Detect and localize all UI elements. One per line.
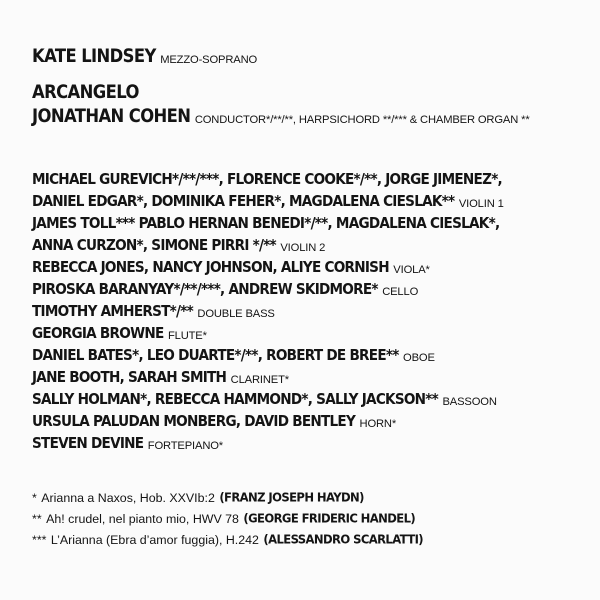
footnote-work: Ah! crudel, nel pianto mio, HWV 78 (46, 512, 239, 526)
soloist-line (32, 46, 588, 70)
credits-header (32, 46, 588, 130)
roster-names: REBECCA JONES, NANCY JOHNSON, ALIYE CORNISH (32, 258, 389, 277)
footnote-composer: (FRANZ JOSEPH HAYDN) (219, 489, 364, 505)
roster-role: FLUTE* (167, 330, 207, 342)
musician-roster (32, 170, 588, 456)
roster-line (32, 434, 588, 456)
conductor-line (32, 106, 588, 130)
soloist-name: KATE LINDSEY (32, 45, 156, 67)
roster-names: PIROSKA BARANYAY*/**/***, ANDREW SKIDMORE* (32, 280, 378, 299)
footnote-marker: * (32, 491, 37, 505)
footnotes (32, 487, 588, 550)
conductor-name: JONATHAN COHEN (32, 105, 191, 127)
roster-role: OBOE (403, 352, 435, 364)
footnote-line (32, 529, 588, 550)
roster-role: CELLO (382, 286, 419, 298)
footnote-line (32, 487, 588, 508)
footnote-marker: *** (32, 533, 47, 547)
roster-names: MICHAEL GUREVICH*/**/***, FLORENCE COOKE*/**, JORGE JIMENEZ*, (32, 170, 502, 189)
roster-names: SALLY HOLMAN*, REBECCA HAMMOND*, SALLY JACKSON** (32, 390, 439, 409)
roster-names: TIMOTHY AMHERST*/** (32, 302, 193, 321)
roster-names: ANNA CURZON*, SIMONE PIRRI */** (32, 236, 276, 255)
roster-names: GEORGIA BROWNE (32, 324, 164, 343)
roster-names: DANIEL BATES*, LEO DUARTE*/**, ROBERT DE BREE** (32, 346, 399, 365)
roster-names: URSULA PALUDAN MONBERG, DAVID BENTLEY (32, 412, 356, 431)
roster-role: VIOLIN 2 (280, 242, 326, 254)
roster-names: STEVEN DEVINE (32, 434, 144, 453)
roster-role: FORTEPIANO* (147, 440, 224, 452)
roster-names: DANIEL EDGAR*, DOMINIKA FEHER*, MAGDALENA CIESLAK** (32, 192, 455, 211)
ensemble-name: ARCANGELO (32, 81, 139, 103)
roster-role: BASSOON (442, 396, 497, 408)
footnote-composer: (GEORGE FRIDERIC HANDEL) (243, 510, 416, 526)
footnote-line (32, 508, 588, 529)
footnote-marker: ** (32, 512, 42, 526)
footnote-composer: (ALESSANDRO SCARLATTI) (263, 531, 423, 547)
footnote-work: Arianna a Naxos, Hob. XXVIb:2 (41, 491, 215, 505)
roster-role: VIOLA* (393, 264, 430, 276)
footnote-work: L’Arianna (Ebra d’amor fuggia), H.242 (50, 533, 259, 547)
roster-role: VIOLIN 1 (458, 198, 504, 210)
conductor-role: CONDUCTOR*/**/**, HARPSICHORD **/*** & CHAMBER ORGAN ** (194, 114, 530, 126)
roster-names: JANE BOOTH, SARAH SMITH (32, 368, 227, 387)
roster-role: HORN* (359, 418, 397, 430)
roster-names: JAMES TOLL*** PABLO HERNAN BENEDI*/**, MAGDALENA CIESLAK*, (32, 214, 500, 233)
soloist-role: MEZZO-SOPRANO (160, 54, 258, 66)
roster-role: DOUBLE BASS (197, 308, 275, 320)
roster-role: CLARINET* (230, 374, 289, 386)
